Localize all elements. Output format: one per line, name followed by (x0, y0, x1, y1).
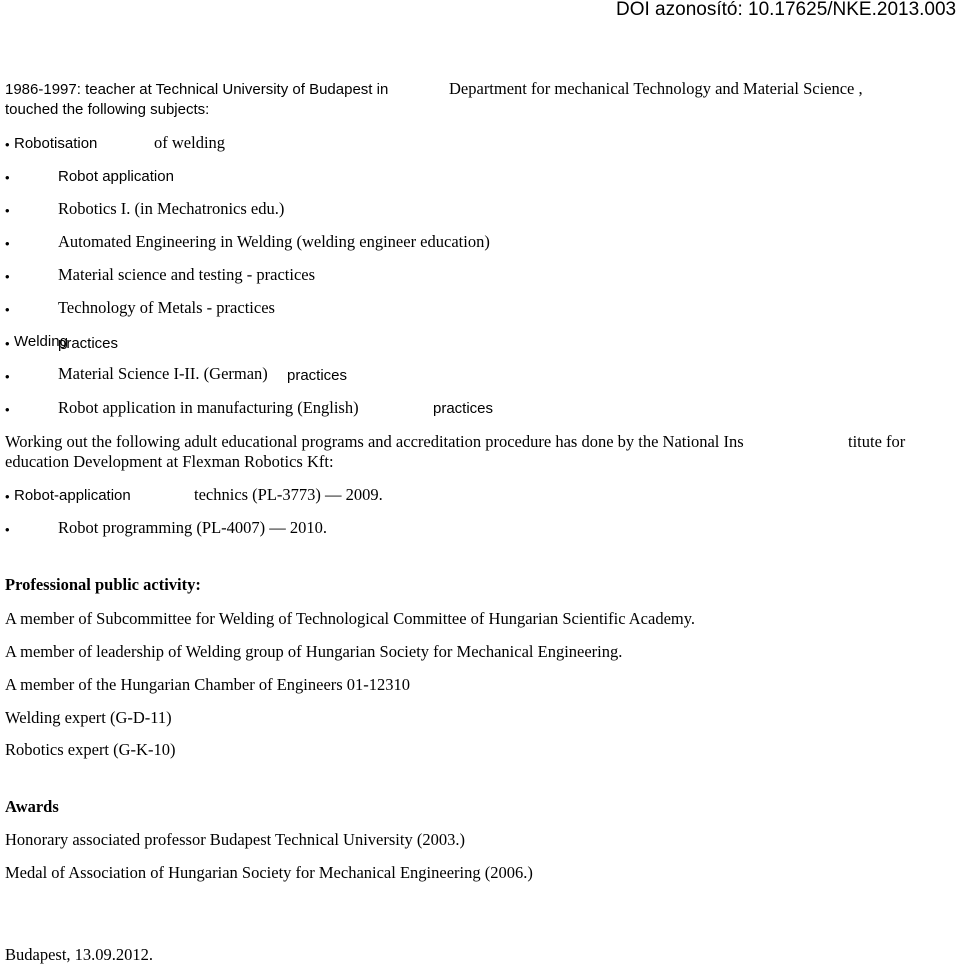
bullet-icon: • (5, 489, 10, 504)
subject-item-label: practices (58, 335, 119, 352)
subject-item-label: Technology of Metals - practices (58, 298, 275, 317)
teaching-intro-line2: touched the following subjects: (5, 101, 210, 118)
subject-item-label: Welding (14, 333, 68, 350)
awards-heading: Awards (5, 797, 59, 816)
subject-item-label: Robotisation (14, 135, 98, 152)
activity-line: Robotics expert (G-K-10) (5, 740, 176, 759)
activity-line: A member of the Hungarian Chamber of Engineers 01-12310 (5, 675, 411, 694)
bullet-icon: • (5, 522, 10, 537)
bullet-icon: • (5, 402, 10, 417)
programs-intro-line2: education Development at Flexman Robotics Kft: (5, 452, 334, 471)
bullet-icon: • (5, 236, 10, 251)
subject-item-label: Robot application in manufacturing (English) (58, 398, 359, 417)
award-line: Honorary associated professor Budapest Technical University (2003.) (5, 830, 465, 849)
program-item-label: technics (PL-3773) — 2009. (194, 485, 383, 504)
subject-item-label: Material Science I-II. (German) (58, 364, 268, 383)
subject-item-label: Material science and testing - practices (58, 265, 316, 284)
place-date: Budapest, 13.09.2012. (5, 945, 154, 964)
bullet-icon: • (5, 170, 10, 185)
programs-intro-part1: Working out the following adult educational programs and accreditation procedure has done by the National Ins (5, 432, 744, 451)
award-line: Medal of Association of Hungarian Society for Mechanical Engineering (2006.) (5, 863, 533, 882)
subject-item-label: practices (433, 400, 494, 417)
subject-item-label: of welding (154, 133, 226, 152)
activity-line: A member of leadership of Welding group of Hungarian Society for Mechanical Engineering. (5, 642, 623, 661)
teaching-intro-part2: Department for mechanical Technology and Material Science , (449, 79, 863, 98)
activity-line: Welding expert (G-D-11) (5, 708, 172, 727)
activity-heading: Professional public activity: (5, 575, 201, 594)
bullet-icon: • (5, 336, 10, 351)
activity-line: A member of Subcommittee for Welding of Technological Committee of Hungarian Scientific Academy. (5, 609, 696, 628)
program-item-label: Robot-application (14, 487, 131, 504)
bullet-icon: • (5, 137, 10, 152)
subject-item-label: practices (287, 367, 348, 384)
programs-intro-part2: titute for (848, 432, 906, 451)
bullet-icon: • (5, 302, 10, 317)
program-item-label: Robot programming (PL-4007) — 2010. (58, 518, 328, 537)
bullet-icon: • (5, 269, 10, 284)
subject-item-label: Automated Engineering in Welding (welding engineer education) (58, 232, 490, 251)
teaching-intro-part1: 1986-1997: teacher at Technical University of Budapest in (5, 81, 389, 98)
doi-header: DOI azonosító: 10.17625/NKE.2013.003 (616, 0, 957, 20)
subject-item-label: Robotics I. (in Mechatronics edu.) (58, 199, 285, 218)
bullet-icon: • (5, 203, 10, 218)
bullet-icon: • (5, 369, 10, 384)
subject-item-label: Robot application (58, 168, 174, 185)
